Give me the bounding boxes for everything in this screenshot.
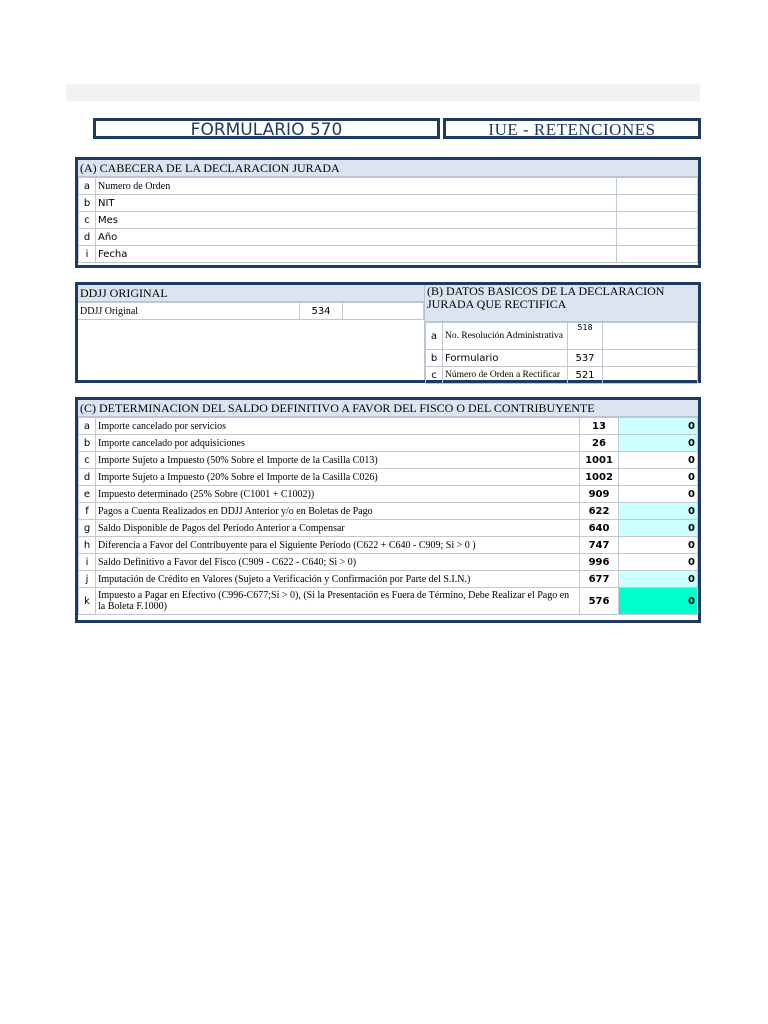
table-row	[79, 212, 698, 229]
row-label: Importe Sujeto a Impuesto (20% Sobre el Importe de la Casilla C026)	[96, 469, 580, 486]
row-code: 622	[580, 503, 619, 520]
row-letter: f	[79, 503, 96, 520]
order-to-rectify-field[interactable]	[603, 367, 698, 384]
row-letter: j	[79, 571, 96, 588]
row-letter: i	[79, 246, 96, 263]
row-code: 1001	[580, 452, 619, 469]
table-row	[79, 503, 698, 520]
row-label: Importe cancelado por adquisiciones	[96, 435, 580, 452]
row-letter: a	[79, 178, 96, 195]
section-b-panel	[425, 285, 698, 380]
row-letter: d	[79, 229, 96, 246]
value-field: 0	[619, 554, 698, 571]
month-field[interactable]	[617, 212, 698, 229]
row-letter: a	[426, 323, 443, 350]
form-subtitle: IUE - RETENCIONES	[443, 118, 701, 139]
row-letter: c	[426, 367, 443, 384]
table-row	[79, 418, 698, 435]
date-field[interactable]	[617, 246, 698, 263]
row-label: Importe cancelado por servicios	[96, 418, 580, 435]
row-label: Año	[96, 229, 617, 246]
row-letter: a	[79, 418, 96, 435]
row-code: 521	[568, 367, 603, 384]
table-row	[79, 520, 698, 537]
section-c-title: (C) DETERMINACION DEL SALDO DEFINITIVO A FAVOR DEL FISCO O DEL CONTRIBUYENTE	[78, 400, 698, 417]
section-b-title: (B) DATOS BASICOS DE LA DECLARACION JURADA QUE RECTIFICA	[425, 285, 698, 322]
table-row	[79, 486, 698, 503]
row-code: 26	[580, 435, 619, 452]
table-row	[79, 178, 698, 195]
table-row	[79, 554, 698, 571]
row-label: Saldo Disponible de Pagos del Período Anterior a Compensar	[96, 520, 580, 537]
row-letter: h	[79, 537, 96, 554]
table-row	[79, 452, 698, 469]
ddjj-table	[78, 302, 424, 320]
value-field: 0	[619, 469, 698, 486]
row-code: 537	[568, 350, 603, 367]
row-label: NIT	[96, 195, 617, 212]
table-row	[79, 537, 698, 554]
value-field[interactable]: 0	[619, 418, 698, 435]
row-code: 677	[580, 571, 619, 588]
value-field[interactable]: 0	[619, 520, 698, 537]
table-row	[79, 469, 698, 486]
row-code: 518	[568, 323, 603, 350]
section-b-table	[425, 322, 698, 384]
table-row	[79, 246, 698, 263]
form-title: FORMULARIO 570	[93, 118, 440, 139]
value-field: 0	[619, 452, 698, 469]
table-row	[79, 195, 698, 212]
row-label: Pagos a Cuenta Realizados en DDJJ Anterior y/o en Boletas de Pago	[96, 503, 580, 520]
row-code: 747	[580, 537, 619, 554]
row-code: 534	[300, 303, 343, 320]
table-row	[426, 350, 698, 367]
table-row	[426, 367, 698, 384]
form-field[interactable]	[603, 350, 698, 367]
ddjj-original-panel	[78, 285, 425, 380]
table-row	[78, 303, 424, 320]
top-bar	[66, 84, 700, 101]
value-field[interactable]: 0	[619, 503, 698, 520]
year-field[interactable]	[617, 229, 698, 246]
section-a	[75, 157, 701, 268]
row-label: Formulario	[443, 350, 568, 367]
row-code: 13	[580, 418, 619, 435]
row-label: Numero de Orden	[96, 178, 617, 195]
ddjj-title: DDJJ ORIGINAL	[78, 285, 424, 302]
section-a-table	[78, 177, 698, 263]
section-c	[75, 397, 701, 623]
row-label: Mes	[96, 212, 617, 229]
row-letter: b	[426, 350, 443, 367]
row-label: Importe Sujeto a Impuesto (50% Sobre el Importe de la Casilla C013)	[96, 452, 580, 469]
row-letter: d	[79, 469, 96, 486]
row-label: Fecha	[96, 246, 617, 263]
row-label: Saldo Definitivo a Favor del Fisco (C909 - C622 - C640; Si > 0)	[96, 554, 580, 571]
table-row	[426, 323, 698, 350]
row-label: Diferencia a Favor del Contribuyente para el Siguiente Período (C622 + C640 - C909; Si > 0 )	[96, 537, 580, 554]
row-letter: i	[79, 554, 96, 571]
resolution-field[interactable]	[603, 323, 698, 350]
row-letter: b	[79, 195, 96, 212]
row-code: 1002	[580, 469, 619, 486]
row-letter: g	[79, 520, 96, 537]
table-row	[79, 588, 698, 615]
ddjj-original-field[interactable]	[343, 303, 424, 320]
row-letter: k	[79, 588, 96, 615]
row-letter: c	[79, 212, 96, 229]
row-label: DDJJ Original	[78, 303, 300, 320]
value-field: 0	[619, 588, 698, 615]
row-label: Imputación de Crédito en Valores (Sujeto a Verificación y Confirmación por Parte del S.I.N.)	[96, 571, 580, 588]
section-ddjj-b	[75, 282, 701, 383]
row-label: Impuesto determinado (25% Sobre (C1001 + C1002))	[96, 486, 580, 503]
row-code: 576	[580, 588, 619, 615]
value-field: 0	[619, 537, 698, 554]
value-field: 0	[619, 486, 698, 503]
row-label: No. Resolución Administrativa	[443, 323, 568, 350]
row-letter: c	[79, 452, 96, 469]
row-letter: b	[79, 435, 96, 452]
row-code: 996	[580, 554, 619, 571]
row-label: Impuesto a Pagar en Efectivo (C996-C677;Si > 0), (Si la Presentación es Fuera de Término, Debe Realizar el Pago en la Boleta F.1000)	[96, 588, 580, 615]
table-row	[79, 571, 698, 588]
row-letter: e	[79, 486, 96, 503]
row-label: Número de Orden a Rectificar	[443, 367, 568, 384]
value-field[interactable]: 0	[619, 571, 698, 588]
row-code: 909	[580, 486, 619, 503]
row-code: 640	[580, 520, 619, 537]
table-row	[79, 435, 698, 452]
section-c-table	[78, 417, 698, 615]
section-a-title: (A) CABECERA DE LA DECLARACION JURADA	[78, 160, 698, 177]
table-row	[79, 229, 698, 246]
value-field[interactable]: 0	[619, 435, 698, 452]
nit-field[interactable]	[617, 195, 698, 212]
order-number-field[interactable]	[617, 178, 698, 195]
